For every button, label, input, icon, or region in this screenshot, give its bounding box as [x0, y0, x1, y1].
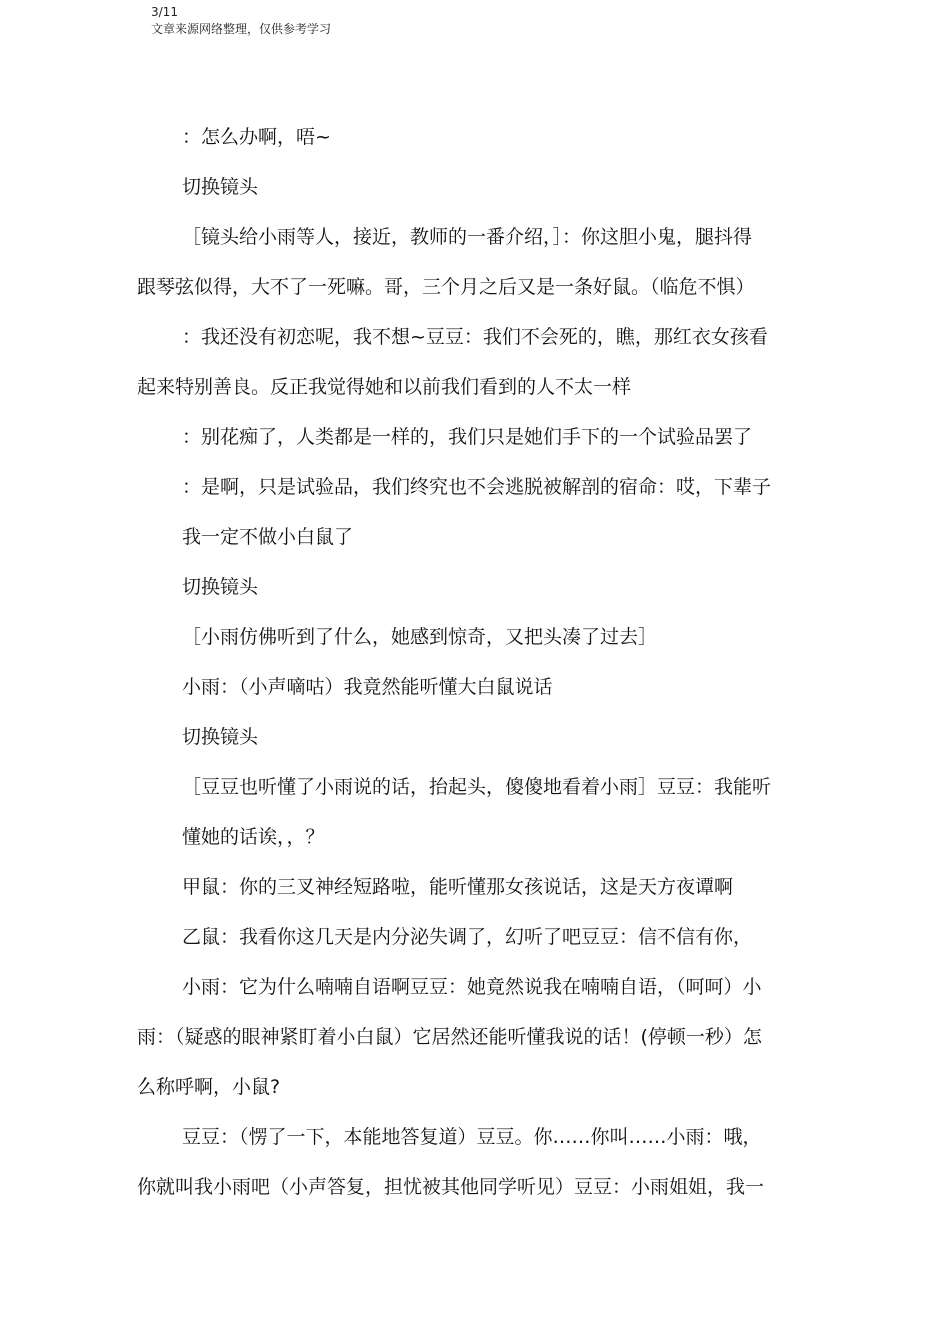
text-line: 跟琴弦似得，大不了一死嘛。哥，三个月之后又是一条好鼠。（临危不惧） [137, 276, 755, 298]
text-line: ［豆豆也听懂了小雨说的话，抬起头，傻傻地看着小雨］豆豆：我能听 [182, 776, 772, 798]
text-line: 我一定不做小白鼠了 [182, 526, 354, 548]
text-line: 起来特别善良。反正我觉得她和以前我们看到的人不太一样 [137, 376, 632, 398]
text-line: ［小雨仿佛听到了什么，她感到惊奇，又把头凑了过去］ [182, 626, 658, 648]
text-line: 乙鼠：我看你这几天是内分泌失调了，幻听了吧豆豆：信不信有你， [182, 926, 753, 948]
text-line: 么称呼啊，小鼠? [137, 1076, 281, 1098]
text-line: ［镜头给小雨等人，接近，教师的一番介绍，］：你这胆小鬼，腿抖得 [182, 226, 753, 248]
text-line: 你就叫我小雨吧（小声答复，担忧被其他同学听见）豆豆：小雨姐姐，我一 [137, 1176, 765, 1198]
page-number: 3/11 [151, 5, 178, 19]
text-line: 切换镜头 [182, 176, 259, 198]
text-line: 小雨：（小声嘀咕）我竟然能听懂大白鼠说话 [182, 676, 553, 698]
text-line: 懂她的话诶，，？ [182, 826, 325, 848]
text-line: 甲鼠：你的三叉神经短路啦，能听懂那女孩说话，这是天方夜谭啊 [182, 876, 734, 898]
text-line: 切换镜头 [182, 726, 259, 748]
text-line: ：别花痴了，人类都是一样的，我们只是她们手下的一个试验品罢了 [182, 426, 753, 448]
text-line: ：是啊，只是试验品，我们终究也不会逃脱被解剖的宿命：哎，下辈子 [182, 476, 772, 498]
text-line: 豆豆：（愣了一下，本能地答复道）豆豆。你……你叫……小雨：哦， [182, 1126, 762, 1148]
text-line: ：我还没有初恋呢，我不想~豆豆：我们不会死的，瞧，那红衣女孩看 [182, 326, 768, 348]
text-line: ：怎么办啊，唔~ [182, 126, 331, 148]
text-line: 雨：（疑惑的眼神紧盯着小白鼠）它居然还能听懂我说的话！(停顿一秒）怎 [137, 1026, 762, 1048]
text-line: 小雨：它为什么喃喃自语啊豆豆：她竟然说我在喃喃自语，（呵呵）小 [182, 976, 762, 998]
source-note: 文章来源网络整理，仅供参考学习 [151, 22, 332, 36]
text-line: 切换镜头 [182, 576, 259, 598]
page-header [151, 4, 331, 38]
